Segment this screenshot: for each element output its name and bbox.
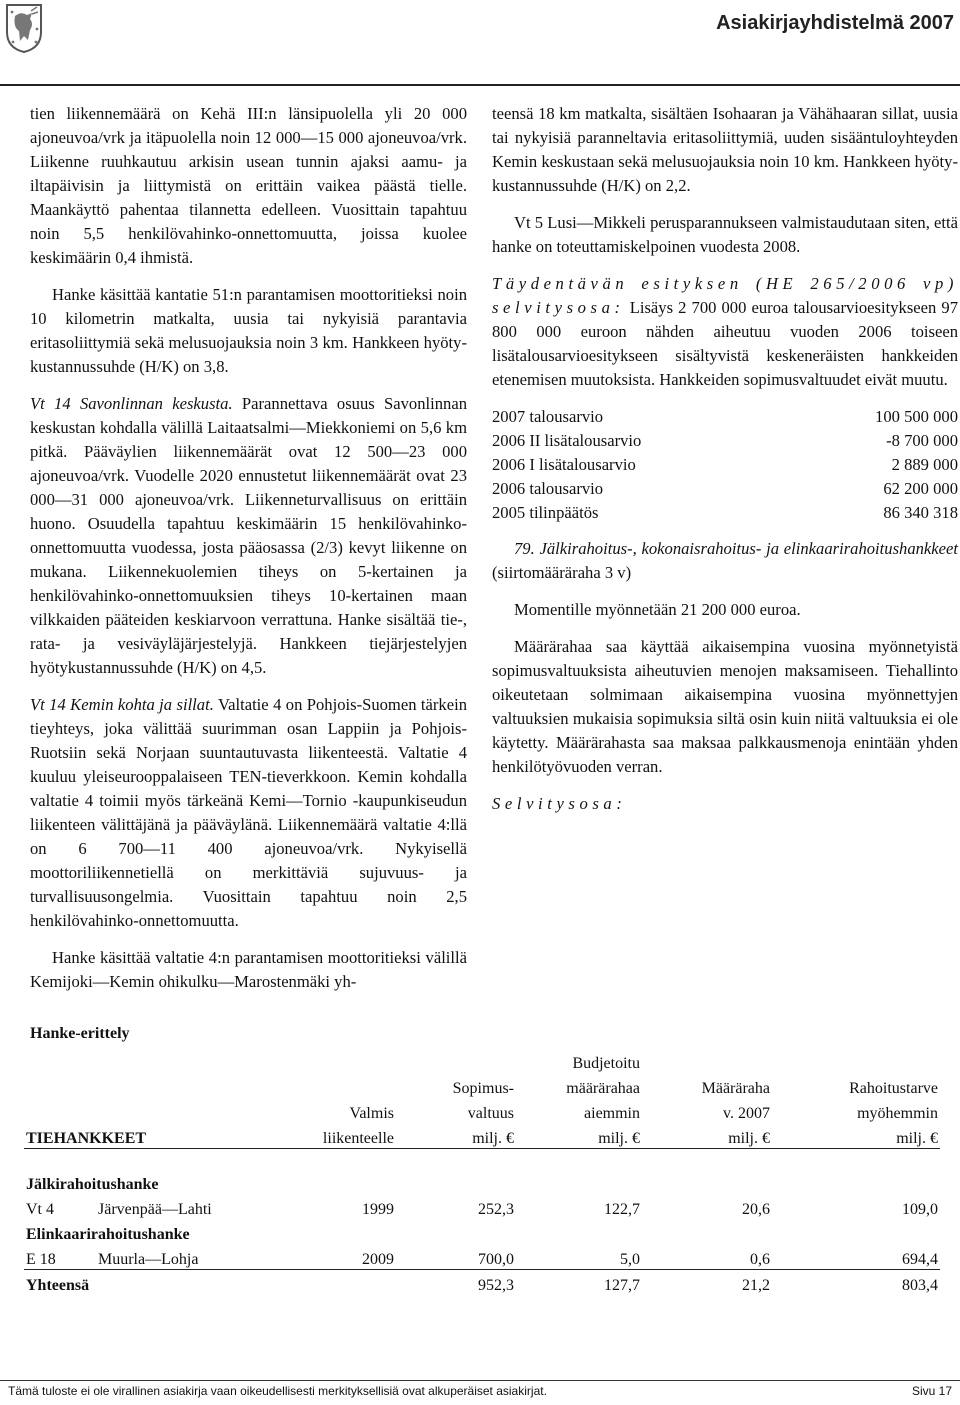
column-header: liikenteelle (246, 1123, 396, 1149)
column-header: Rahoitustarve (849, 1080, 938, 1097)
paragraph: Hanke käsittää kantatie 51:n parantamisen moottoritieksi noin 10 kilometrin matkalta, uusia tai nykyisiä parantavia eritasoliittymiä sekä melusuojauksia noin 3 km. Hankkeen hyöty-kustannussuhde (H/K) on 3,8. (30, 285, 467, 376)
budget-label: 2005 tilinpäätös (492, 503, 599, 522)
column-header: valtuus (467, 1105, 514, 1122)
group-row (24, 1219, 940, 1244)
paragraph: Vt 5 Lusi—Mikkeli perusparannukseen valmistaudutaan siten, että hanke on toteuttamiskelpoinen vuodesta 2008. (492, 213, 958, 256)
paragraph-text: Lisäys 2 700 000 euroa talousarvioesitykseen 97 800 000 euroon nähden aiheutuu vuoden 2006 toiseen lisätalousarvioesitykseen sisältyvistä keskeneräisten hankkeiden etenemisen muutoksista. Hankkeiden sopimusvaltuudet eivät muutu. (492, 298, 958, 389)
budget-value: 62 200 000 (883, 479, 958, 498)
table-row (24, 1244, 940, 1270)
aiemmin-cell: 5,0 (620, 1251, 640, 1268)
header-divider (0, 84, 960, 86)
column-header: myöhemmin (857, 1105, 938, 1122)
header-row (24, 1123, 940, 1149)
myohemmin-cell: 109,0 (902, 1201, 938, 1218)
coat-of-arms-logo (4, 2, 44, 54)
budget-label: 2007 talousarvio (492, 407, 604, 426)
project-table (24, 1048, 940, 1295)
paragraph (492, 537, 958, 585)
section-heading: Vt 14 Savonlinnan keskusta. (30, 394, 233, 413)
total-label: Yhteensä (24, 1270, 246, 1296)
v2007-cell: 0,6 (750, 1251, 770, 1268)
paragraph-text: Parannettava osuus Savonlinnan keskustan kohdalla välillä Laitaatsalmi—Miekkoniemi on 5,6 km pitkä. Pääväylien liikennemäärät ovat 12 500—23 000 ajoneuvoa/vrk. Vuodelle 2020 ennustetut liikennemäärät ovat 23 000—31 000 ajoneuvoa/vrk. Liikenneturvallisuus on erittäin huono. Osuudella tapahtuu keskimäärin 15 henkilövahinko-onnettomuutta vuodessa, josta pääosassa (2/3) kevyt liikenne on mukana. Liikennekuolemien tiheys on 5-kertainen ja henkilövahinko-onnettomuuksien tiheys 10-kertainen maan vilkkaiden pääteiden keskiarvoon verrattuna. Hanke sisältää tie-, rata- ja vesiväyläjärjestelyjä. Hankkeen tiejärjestelyjen hyötykustannussuhde (H/K) on 4,5. (30, 394, 468, 677)
column-header: Määräraha (701, 1080, 770, 1097)
v2007-cell: 20,6 (742, 1201, 770, 1218)
section-heading: 79. Jälkirahoitus-, kokonaisrahoitus- ja elinkaarirahoitushankkeet (514, 539, 958, 558)
total-myohemmin: 803,4 (772, 1270, 940, 1296)
column-header: v. 2007 (723, 1105, 770, 1122)
paragraph: Momentille myönnetään 21 200 000 euroa. (514, 600, 801, 619)
budget-value: -8 700 000 (886, 431, 958, 450)
group-label: Elinkaarirahoitushanke (26, 1226, 190, 1243)
budget-label: 2006 I lisätalousarvio (492, 455, 636, 474)
budget-value: 86 340 318 (883, 503, 958, 522)
spacer-row (24, 1149, 940, 1170)
column-header: aiemmin (584, 1105, 640, 1122)
budget-value: 100 500 000 (875, 407, 958, 426)
column-header: milj. € (516, 1123, 642, 1149)
column-header: milj. € (642, 1123, 772, 1149)
paragraph: teensä 18 km matkalta, sisältäen Isohaaran ja Vähähaaran sillat, uusia tai nykyisiä paranneltavia eritasoliittymiä, uuden sisääntuloyhteyden Kemin keskustaan sekä melusuojauksia noin 10 km. Hankkeen hyöty-kustannussuhde (H/K) on 2,2. (492, 104, 958, 195)
valtuus-cell: 252,3 (478, 1201, 514, 1218)
column-header: Sopimus- (452, 1080, 514, 1097)
document-title: Asiakirjayhdistelmä 2007 (716, 12, 954, 34)
header-row (24, 1098, 940, 1123)
section-heading: Selvitysosa: (492, 794, 627, 813)
footer-divider (0, 1380, 960, 1381)
right-column (492, 102, 958, 829)
total-valtuus: 952,3 (396, 1270, 516, 1296)
road-cell: Vt 4 (26, 1201, 54, 1218)
paragraph (30, 693, 467, 933)
header-row (24, 1048, 940, 1073)
table-row (24, 1194, 940, 1219)
paragraph (30, 392, 467, 680)
aiemmin-cell: 122,7 (604, 1201, 640, 1218)
column-header: milj. € (396, 1123, 516, 1149)
section-heading: Vt 14 Kemin kohta ja sillat. (30, 695, 214, 714)
year-cell: 2009 (362, 1251, 394, 1268)
table-row (492, 429, 958, 453)
table-row (492, 477, 958, 501)
column-header: Valmis (349, 1105, 394, 1122)
paragraph: Määrärahaa saa käyttää aikaisempina vuosina myönnetyistä sopimusvaltuuksista aiheutuvien menojen maksamiseen. Tiehallinto oikeutetaan solmimaan aikaisempina vuosina myönnettyjen valtuuksien mukaisia sopimuksia siltä osin kuin niitä valtuuksia ei ole käytetty. Määrärahasta saa maksaa palkkausmenoja enintään yhden henkilötyövuoden verran. (492, 637, 958, 776)
table-title: Hanke-erittely (30, 1025, 130, 1042)
left-column (30, 102, 467, 1007)
page-header (0, 0, 960, 88)
paragraph-text: Valtatie 4 on Pohjois-Suomen tärkein tieyhteys, joka välittää suurimman osan Lappiin ja Pohjois-Ruotsiin sekä Norjaan suuntautuvasta liikenteestä. Valtatie 4 kuuluu yleiseurooppalaiseen TEN-tieverkkoon. Kemin kohdalla valtatie 4 toimii myös tärkeänä Kemi—Tornio -kaupunkiseudun liikenteen välittäjänä ja pääväylänä. Liikennemäärä valtatie 4:llä on 6 700—11 400 ajoneuvoa/vrk. Nykyisellä moottoriliikennetiellä on merkittäviä sujuvuus- ja turvallisuusongelmia. Vuosittain tapahtuu noin 2,5 henkilövahinko-onnettomuutta. (30, 695, 467, 930)
section-cell: Järvenpää—Lahti (98, 1201, 212, 1218)
total-v2007: 21,2 (642, 1270, 772, 1296)
header-row (24, 1073, 940, 1098)
total-row (24, 1270, 940, 1296)
valtuus-cell: 700,0 (478, 1251, 514, 1268)
column-header: milj. € (772, 1123, 940, 1149)
page-number: Sivu 17 (911, 1384, 952, 1398)
budget-value: 2 889 000 (891, 455, 958, 474)
year-cell: 1999 (362, 1201, 394, 1218)
table-row (492, 405, 958, 429)
section-cell: Muurla—Lohja (98, 1251, 199, 1268)
column-header: Budjetoitu (572, 1055, 640, 1072)
table-row (492, 453, 958, 477)
myohemmin-cell: 694,4 (902, 1251, 938, 1268)
table-row (492, 501, 958, 525)
section-heading: Täydentävän esityksen (HE 265/2006 vp) selvitysosa: (492, 274, 958, 317)
footer-disclaimer: Tämä tuloste ei ole virallinen asiakirja vaan oikeudellisesti merkityksellisiä ovat alkuperäiset asiakirjat. (8, 1384, 547, 1398)
column-header: TIEHANKKEET (24, 1123, 246, 1149)
budget-history-table (492, 405, 958, 525)
budget-label: 2006 II lisätalousarvio (492, 431, 642, 450)
budget-label: 2006 talousarvio (492, 479, 604, 498)
group-label: Jälkirahoitushanke (26, 1176, 159, 1193)
column-header: määrärahaa (566, 1080, 640, 1097)
paragraph (492, 272, 958, 392)
paragraph-text: (siirtomääräraha 3 v) (492, 563, 632, 582)
total-aiemmin: 127,7 (516, 1270, 642, 1296)
paragraph (492, 792, 958, 816)
group-row (24, 1169, 940, 1194)
road-cell: E 18 (26, 1251, 56, 1268)
paragraph: Hanke käsittää valtatie 4:n parantamisen moottoritieksi välillä Kemijoki—Kemin ohikulku—Marostenmäki yh- (30, 948, 467, 991)
paragraph: tien liikennemäärä on Kehä III:n länsipuolella yli 20 000 ajoneuvoa/vrk ja itäpuolella noin 12 000—15 000 ajoneuvoa/vrk. Liikenne ruuhkautuu arkisin usean tunnin ajaksi aamu- ja iltapäivisin ja liittymistä on erittäin vaikea päästä tielle. Maankäyttö pahentaa tilannetta edelleen. Vuosittain tapahtuu noin 5,5 henkilövahinko-onnettomuutta, joissa kuolee keskimäärin 0,4 ihmistä. (30, 104, 467, 267)
